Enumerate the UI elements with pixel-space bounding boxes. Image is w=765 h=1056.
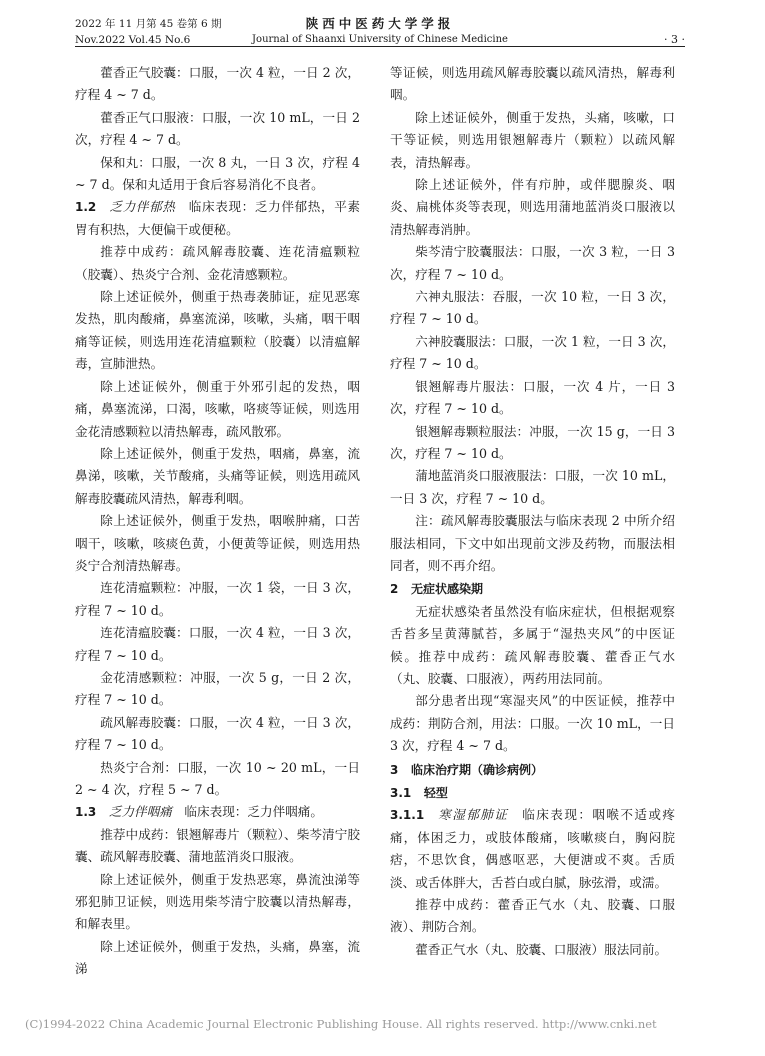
paragraph: 除上述证候外，侧重于外邪引起的发热，咽痛，鼻塞流涕，口渴，咳嗽，咯痰等证候，则选用金花清感颗粒以清热解毒，疏风散邪。 <box>75 378 360 439</box>
paragraph: 除上述证候外，侧重于发热，头痛，鼻塞，流涕 <box>75 938 360 977</box>
issue-cn: 2022 年 11 月第 45 卷第 6 期 <box>75 18 222 30</box>
paragraph: 保和丸：口服，一次 8 丸，一日 3 次，疗程 4 ~ 7 d。保和丸适用于食后容易消化不良者。 <box>75 154 360 193</box>
subsection-paragraph <box>75 801 360 823</box>
paragraph: 等证候，则选用疏风解毒胶囊以疏风清热，解毒利咽。 <box>390 65 675 103</box>
paragraph: 金花清感颗粒：冲服，一次 5 g，一日 2 次，疗程 7 ~ 10 d。 <box>75 669 360 708</box>
subsection-title: 乏力伴郁热 <box>108 199 176 215</box>
paragraph: 除上述证候外，侧重于发热，咽痛，鼻塞，流鼻涕，咳嗽，关节酸痛，头痛等证候，则选用疏风解毒胶囊疏风清热，解毒利咽。 <box>75 445 360 506</box>
paragraph: 藿香正气水（丸、胶囊、口服液）服法同前。 <box>415 941 668 957</box>
subsection-title: 乏力伴咽痛 <box>108 804 172 820</box>
right-column <box>390 62 675 961</box>
paragraph: 无症状感染者虽然没有临床症状，但根据观察舌苔多呈黄薄腻苔，多属于“湿热夹风”的中医证候。推荐中成药：疏风解毒胶囊、藿香正气水（丸、胶囊、口服液），两药用法同前。 <box>390 603 675 686</box>
paragraph-text: 临床表现：乏力伴郁热，平素胃有积热，大便偏干或便秘。 <box>75 199 361 237</box>
header-rule <box>75 46 685 47</box>
left-column <box>75 62 360 981</box>
section-heading <box>390 781 675 804</box>
paragraph: 银翘解毒片服法：口服，一次 4 片，一日 3 次，疗程 7 ~ 10 d。 <box>390 378 675 417</box>
subsection-title: 寒湿郁肺证 <box>436 807 509 823</box>
paragraph: 热炎宁合剂：口服，一次 10 ~ 20 mL，一日 2 ~ 4 次，疗程 5 ~ 7 d。 <box>75 759 360 797</box>
section-title: 轻型 <box>423 786 448 800</box>
paragraph: 注：疏风解毒胶囊服法与临床表现 2 中所介绍服法相同，下文中如出现前文涉及药物，而服法相同者，则不再介绍。 <box>390 513 675 573</box>
section-number: 3.1 <box>390 786 412 800</box>
subsection-number: 1.2 <box>75 200 97 215</box>
subsection-number: 3.1.1 <box>390 808 425 823</box>
paragraph-text: 临床表现：咽喉不适或疼痛，体困乏力，或肢体酸痛，咳嗽痰白，胸闷脘痞，不思饮食，偶感呕恶，大便溏或不爽。舌质淡、或舌体胖大，舌苔白或白腻，脉弦滑，或濡。 <box>390 807 676 890</box>
section-title: 无症状感染期 <box>410 582 483 597</box>
section-title: 临床治疗期（确诊病例） <box>410 762 543 777</box>
copyright-footer: (C)1994-2022 China Academic Journal Electronic Publishing House. All rights reserved. http://www.cnki.net <box>25 1017 657 1031</box>
paragraph: 除上述证候外，侧重于发热恶寒，鼻流浊涕等邪犯肺卫证候，则选用柴芩清宁胶囊以清热解毒，和解表里。 <box>75 871 360 932</box>
paragraph: 推荐中成药：银翘解毒片（颗粒）、柴芩清宁胶囊、疏风解毒胶囊、蒲地蓝消炎口服液。 <box>75 826 360 865</box>
section-number: 3 <box>390 762 399 777</box>
subsection-paragraph <box>75 196 360 241</box>
subsection-paragraph <box>390 804 675 894</box>
paragraph: 连花清瘟胶囊：口服，一次 4 粒，一日 3 次，疗程 7 ~ 10 d。 <box>75 625 360 663</box>
paragraph: 蒲地蓝消炎口服液服法：口服，一次 10 mL，一日 3 次，疗程 7 ~ 10 d。 <box>390 468 675 506</box>
paragraph: 银翘解毒颗粒服法：冲服，一次 15 g，一日 3 次，疗程 7 ~ 10 d。 <box>390 423 675 461</box>
section-heading <box>390 577 675 600</box>
paragraph: 除上述证候外，侧重于发热，头痛，咳嗽，口干等证候，则选用银翘解毒片（颗粒）以疏风解表，清热解毒。 <box>390 109 675 170</box>
paragraph: 部分患者出现“寒湿夹风”的中医证候，推荐中成药：荆防合剂，用法：口服。一次 10 mL，一日 3 次，疗程 4 ~ 7 d。 <box>390 693 675 754</box>
paragraph: 藿香正气胶囊：口服，一次 4 粒，一日 2 次，疗程 4 ~ 7 d。 <box>75 65 360 103</box>
issue-en: Nov.2022 Vol.45 No.6 <box>75 34 191 46</box>
subsection-number: 1.3 <box>75 805 97 820</box>
journal-title-cn: 陕西中医药大学学报 <box>305 16 455 31</box>
section-heading <box>390 758 675 781</box>
paragraph: 藿香正气口服液：口服，一次 10 mL，一日 2 次，疗程 4 ~ 7 d。 <box>75 109 360 148</box>
paragraph: 推荐中成药：疏风解毒胶囊、连花清瘟颗粒（胶囊）、热炎宁合剂、金花清感颗粒。 <box>75 244 360 282</box>
paragraph: 六神胶囊服法：口服，一次 1 粒，一日 3 次，疗程 7 ~ 10 d。 <box>390 333 675 372</box>
paragraph: 柴芩清宁胶囊服法：口服，一次 3 粒，一日 3 次，疗程 7 ~ 10 d。 <box>390 244 675 282</box>
paragraph: 推荐中成药：藿香正气水（丸、胶囊、口服液）、荆防合剂。 <box>390 897 675 935</box>
paragraph: 六神丸服法：吞服，一次 10 粒，一日 3 次，疗程 7 ~ 10 d。 <box>390 289 675 327</box>
paragraph: 除上述证候外，侧重于热毒袭肺证，症见恶寒发热，肌肉酸痛，鼻塞流涕，咳嗽，头痛，咽干咽痛等证候，则选用连花清瘟颗粒（胶囊）以清瘟解毒，宣肺泄热。 <box>75 289 360 372</box>
paragraph: 连花清瘟颗粒：冲服，一次 1 袋，一日 3 次，疗程 7 ~ 10 d。 <box>75 580 360 618</box>
paragraph: 除上述证候外，伴有疖肿，或伴腮腺炎、咽炎、扁桃体炎等表现，则选用蒲地蓝消炎口服液以清热解毒消肿。 <box>390 177 675 237</box>
paragraph: 疏风解毒胶囊：口服，一次 4 粒，一日 3 次，疗程 7 ~ 10 d。 <box>75 714 360 753</box>
page-number: · 3 · <box>664 33 685 46</box>
paragraph: 除上述证候外，侧重于发热，咽喉肿痛，口苦咽干，咳嗽，咳痰色黄，小便黄等证候，则选用热炎宁合剂清热解毒。 <box>75 513 360 573</box>
journal-title-en: Journal of Shaanxi University of Chinese Medicine <box>252 34 508 45</box>
paragraph-text: 临床表现：乏力伴咽痛。 <box>184 804 323 820</box>
section-number: 2 <box>390 582 399 597</box>
